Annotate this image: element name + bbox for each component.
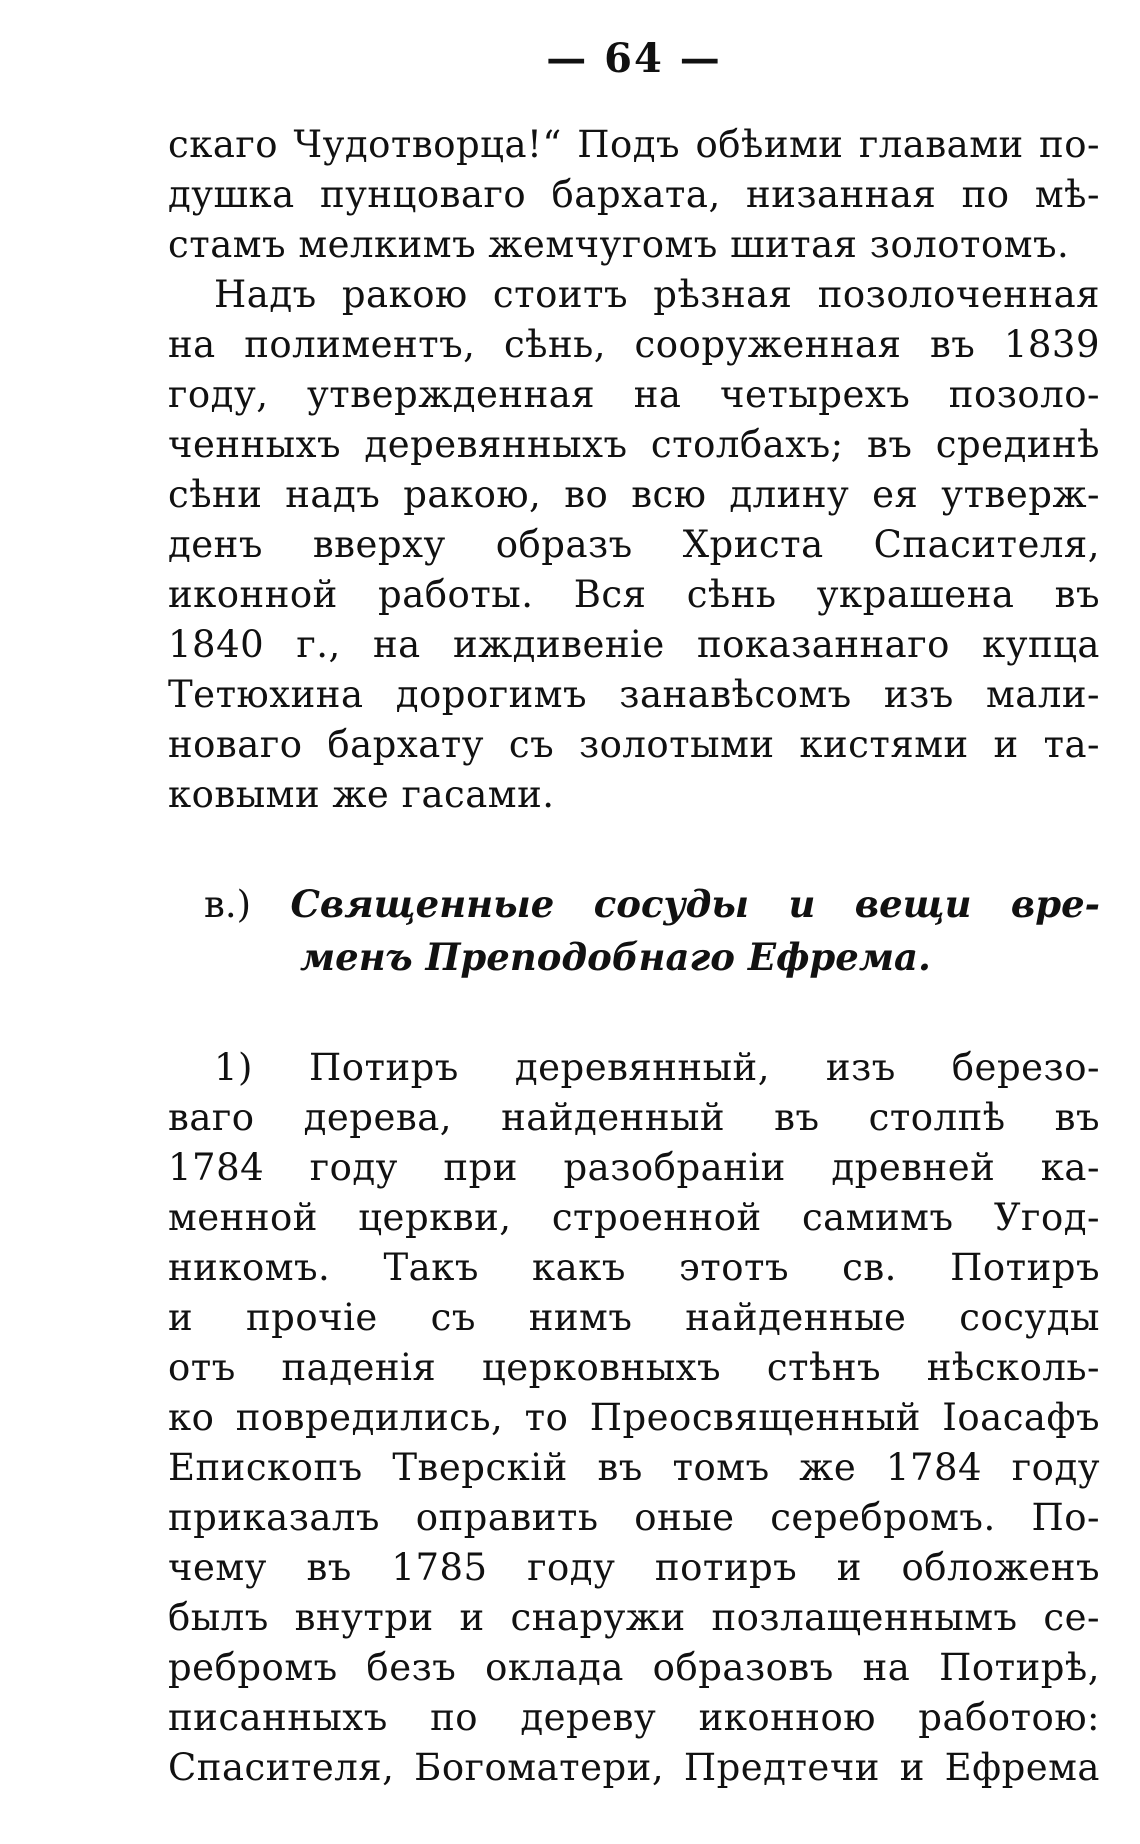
text-line: ко повредились, то Преосвященный Іоасафъ — [168, 1396, 1100, 1439]
paragraph-relic-pillow — [168, 120, 1100, 270]
text-line: году, утвержденная на четырехъ позоло- — [168, 373, 1100, 416]
text-line: ковыми же гасами. — [168, 773, 555, 816]
text-line: ребромъ безъ оклада образовъ на Потирѣ, — [168, 1646, 1100, 1689]
text-line: чему въ 1785 году потиръ и обложенъ — [168, 1546, 1100, 1589]
text-line: ченныхъ деревянныхъ столбахъ; въ срединѣ — [168, 423, 1100, 466]
text-line: 1784 году при разобраніи древней ка- — [168, 1146, 1100, 1189]
text-line: денъ вверху образъ Христа Спасителя, — [168, 523, 1100, 566]
text-line: былъ внутри и снаружи позлащеннымъ се- — [168, 1596, 1100, 1639]
text-line: иконной работы. Вся сѣнь украшена въ — [168, 573, 1100, 616]
text-line: 1) Потиръ деревянный, изъ березо- — [214, 1046, 1100, 1089]
text-line: на полиментъ, сѣнь, сооруженная въ 1839 — [168, 323, 1100, 366]
text-line: отъ паденія церковныхъ стѣнъ нѣсколь- — [168, 1346, 1100, 1389]
text-line: 1840 г., на иждивеніе показаннаго купца — [168, 623, 1100, 666]
text-line: Спасителя, Богоматери, Предтечи и Ефрема — [168, 1746, 1100, 1789]
text-line: менной церкви, строенной самимъ Угод- — [168, 1196, 1100, 1239]
text-line: и прочіе съ нимъ найденные сосуды — [168, 1296, 1100, 1339]
text-line: ваго дерева, найденный въ столпѣ въ — [168, 1096, 1100, 1139]
section-marker: в.) — [204, 883, 252, 926]
text-line: скаго Чудотворца!“ Подъ обѣими главами по- — [168, 123, 1100, 166]
text-line: Надъ ракою стоитъ рѣзная позолоченная — [214, 273, 1100, 316]
text-line: приказалъ оправить оные серебромъ. По- — [168, 1496, 1100, 1539]
text-line: сѣни надъ ракою, во всю длину ея утверж- — [168, 473, 1100, 516]
heading-line-1 — [204, 878, 1100, 931]
page-number: — 64 — — [546, 35, 722, 82]
text-line: писанныхъ по дереву иконною работою: — [168, 1696, 1100, 1739]
text-line: стамъ мелкимъ жемчугомъ шитая золотомъ. — [168, 223, 1070, 266]
paragraph-canopy — [168, 270, 1100, 820]
text-line: новаго бархату съ золотыми кистями и та- — [168, 723, 1100, 766]
text-line: душка пунцоваго бархата, низанная по мѣ- — [168, 173, 1100, 216]
paragraph-chalice — [168, 1043, 1100, 1793]
section-heading — [204, 878, 1100, 983]
text-line: Тетюхина дорогимъ занавѣсомъ изъ мали- — [168, 673, 1100, 716]
text-line: Епископъ Тверскій въ томъ же 1784 году — [168, 1446, 1100, 1489]
heading-text-1: Священные сосуды и вещи вре- — [290, 882, 1100, 926]
text-line: никомъ. Такъ какъ этотъ св. Потиръ — [168, 1246, 1100, 1289]
heading-line-2: менъ Преподобнаго Ефрема. — [300, 935, 931, 979]
